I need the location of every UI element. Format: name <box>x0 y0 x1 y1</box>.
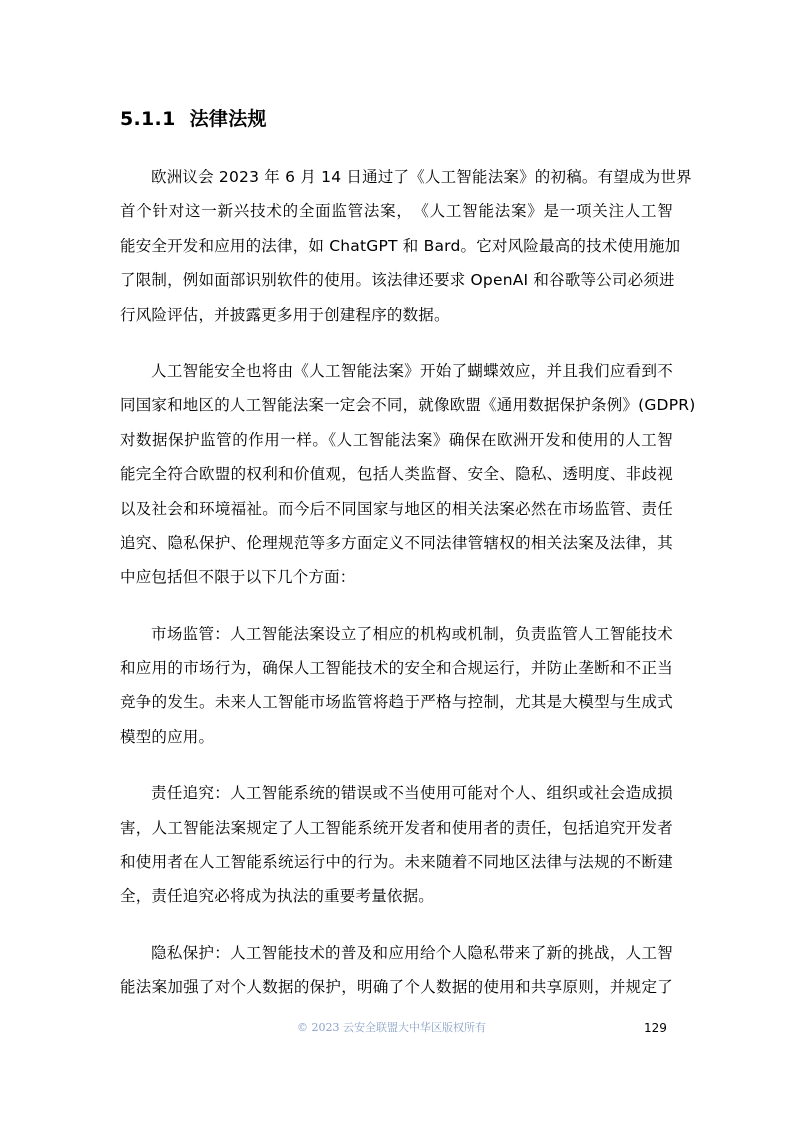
section-title: 法律法规 <box>189 108 267 130</box>
text-line: 了限制，例如面部识别软件的使用。该法律还要求 OpenAI 和谷歌等公司必须进 <box>120 271 675 290</box>
page-number: 129 <box>644 1021 667 1035</box>
text-line: 市场监管：人工智能法案设立了相应的机构或机制，负责监管人工智能技术 <box>151 624 673 643</box>
text-line: 对数据保护监管的作用一样。《人工智能法案》确保在欧洲开发和使用的人工智 <box>120 430 673 449</box>
text-line: 行风险评估，并披露更多用于创建程序的数据。 <box>120 305 450 324</box>
text-line: 模型的应用。 <box>120 727 215 746</box>
text-line: 害，人工智能法案规定了人工智能系统开发者和使用者的责任，包括追究开发者 <box>120 818 673 837</box>
text-line: 竞争的发生。未来人工智能市场监管将趋于严格与控制，尤其是大模型与生成式 <box>120 693 673 712</box>
paragraph-accountability <box>120 776 673 914</box>
paragraph-privacy <box>120 936 673 1005</box>
text-line: 和应用的市场行为，确保人工智能技术的安全和合规运行，并防止垄断和不正当 <box>120 659 673 678</box>
section-number: 5.1.1 <box>120 108 176 130</box>
paragraph-butterfly-effect <box>120 354 696 595</box>
text-line: 追究、隐私保护、伦理规范等多方面定义不同法律管辖权的相关法案及法律，其 <box>120 533 673 552</box>
text-line: 人工智能安全也将由《人工智能法案》开始了蝴蝶效应，并且我们应看到不 <box>151 361 673 380</box>
text-line: 中应包括但不限于以下几个方面： <box>120 568 356 587</box>
text-line: 能安全开发和应用的法律，如 ChatGPT 和 Bard。它对风险最高的技术使用施加 <box>120 236 681 255</box>
paragraph-eu-ai-act <box>120 160 692 332</box>
text-line: 和使用者在人工智能系统运行中的行为。未来随着不同地区法律与法规的不断建 <box>120 853 673 872</box>
body-text <box>120 160 696 1027</box>
text-line: 首个针对这一新兴技术的全面监管法案， 《人工智能法案》是一项关注人工智 <box>120 202 673 221</box>
text-line: 隐私保护：人工智能技术的普及和应用给个人隐私带来了新的挑战，人工智 <box>151 943 673 962</box>
text-line: 能法案加强了对个人数据的保护，明确了个人数据的使用和共享原则，并规定了 <box>120 978 673 997</box>
section-heading <box>120 104 267 134</box>
text-line: 能完全符合欧盟的权利和价值观，包括人类监督、安全、隐私、透明度、非歧视 <box>120 465 673 484</box>
text-line: 同国家和地区的人工智能法案一定会不同，就像欧盟《通用数据保护条例》(GDPR) <box>120 396 696 415</box>
copyright-notice: © 2023 云安全联盟大中华区版权所有 <box>297 1021 486 1034</box>
text-line: 以及社会和环境福祉。而今后不同国家与地区的相关法案必然在市场监管、责任 <box>120 499 673 518</box>
text-line: 责任追究：人工智能系统的错误或不当使用可能对个人、组织或社会造成损 <box>151 784 673 803</box>
paragraph-market-regulation <box>120 617 673 755</box>
text-line: 全，责任追究必将成为执法的重要考量依据。 <box>120 887 435 906</box>
page-footer <box>0 1018 793 1038</box>
text-line: 欧洲议会 2023 年 6 月 14 日通过了《人工智能法案》的初稿。有望成为世界 <box>151 168 692 186</box>
